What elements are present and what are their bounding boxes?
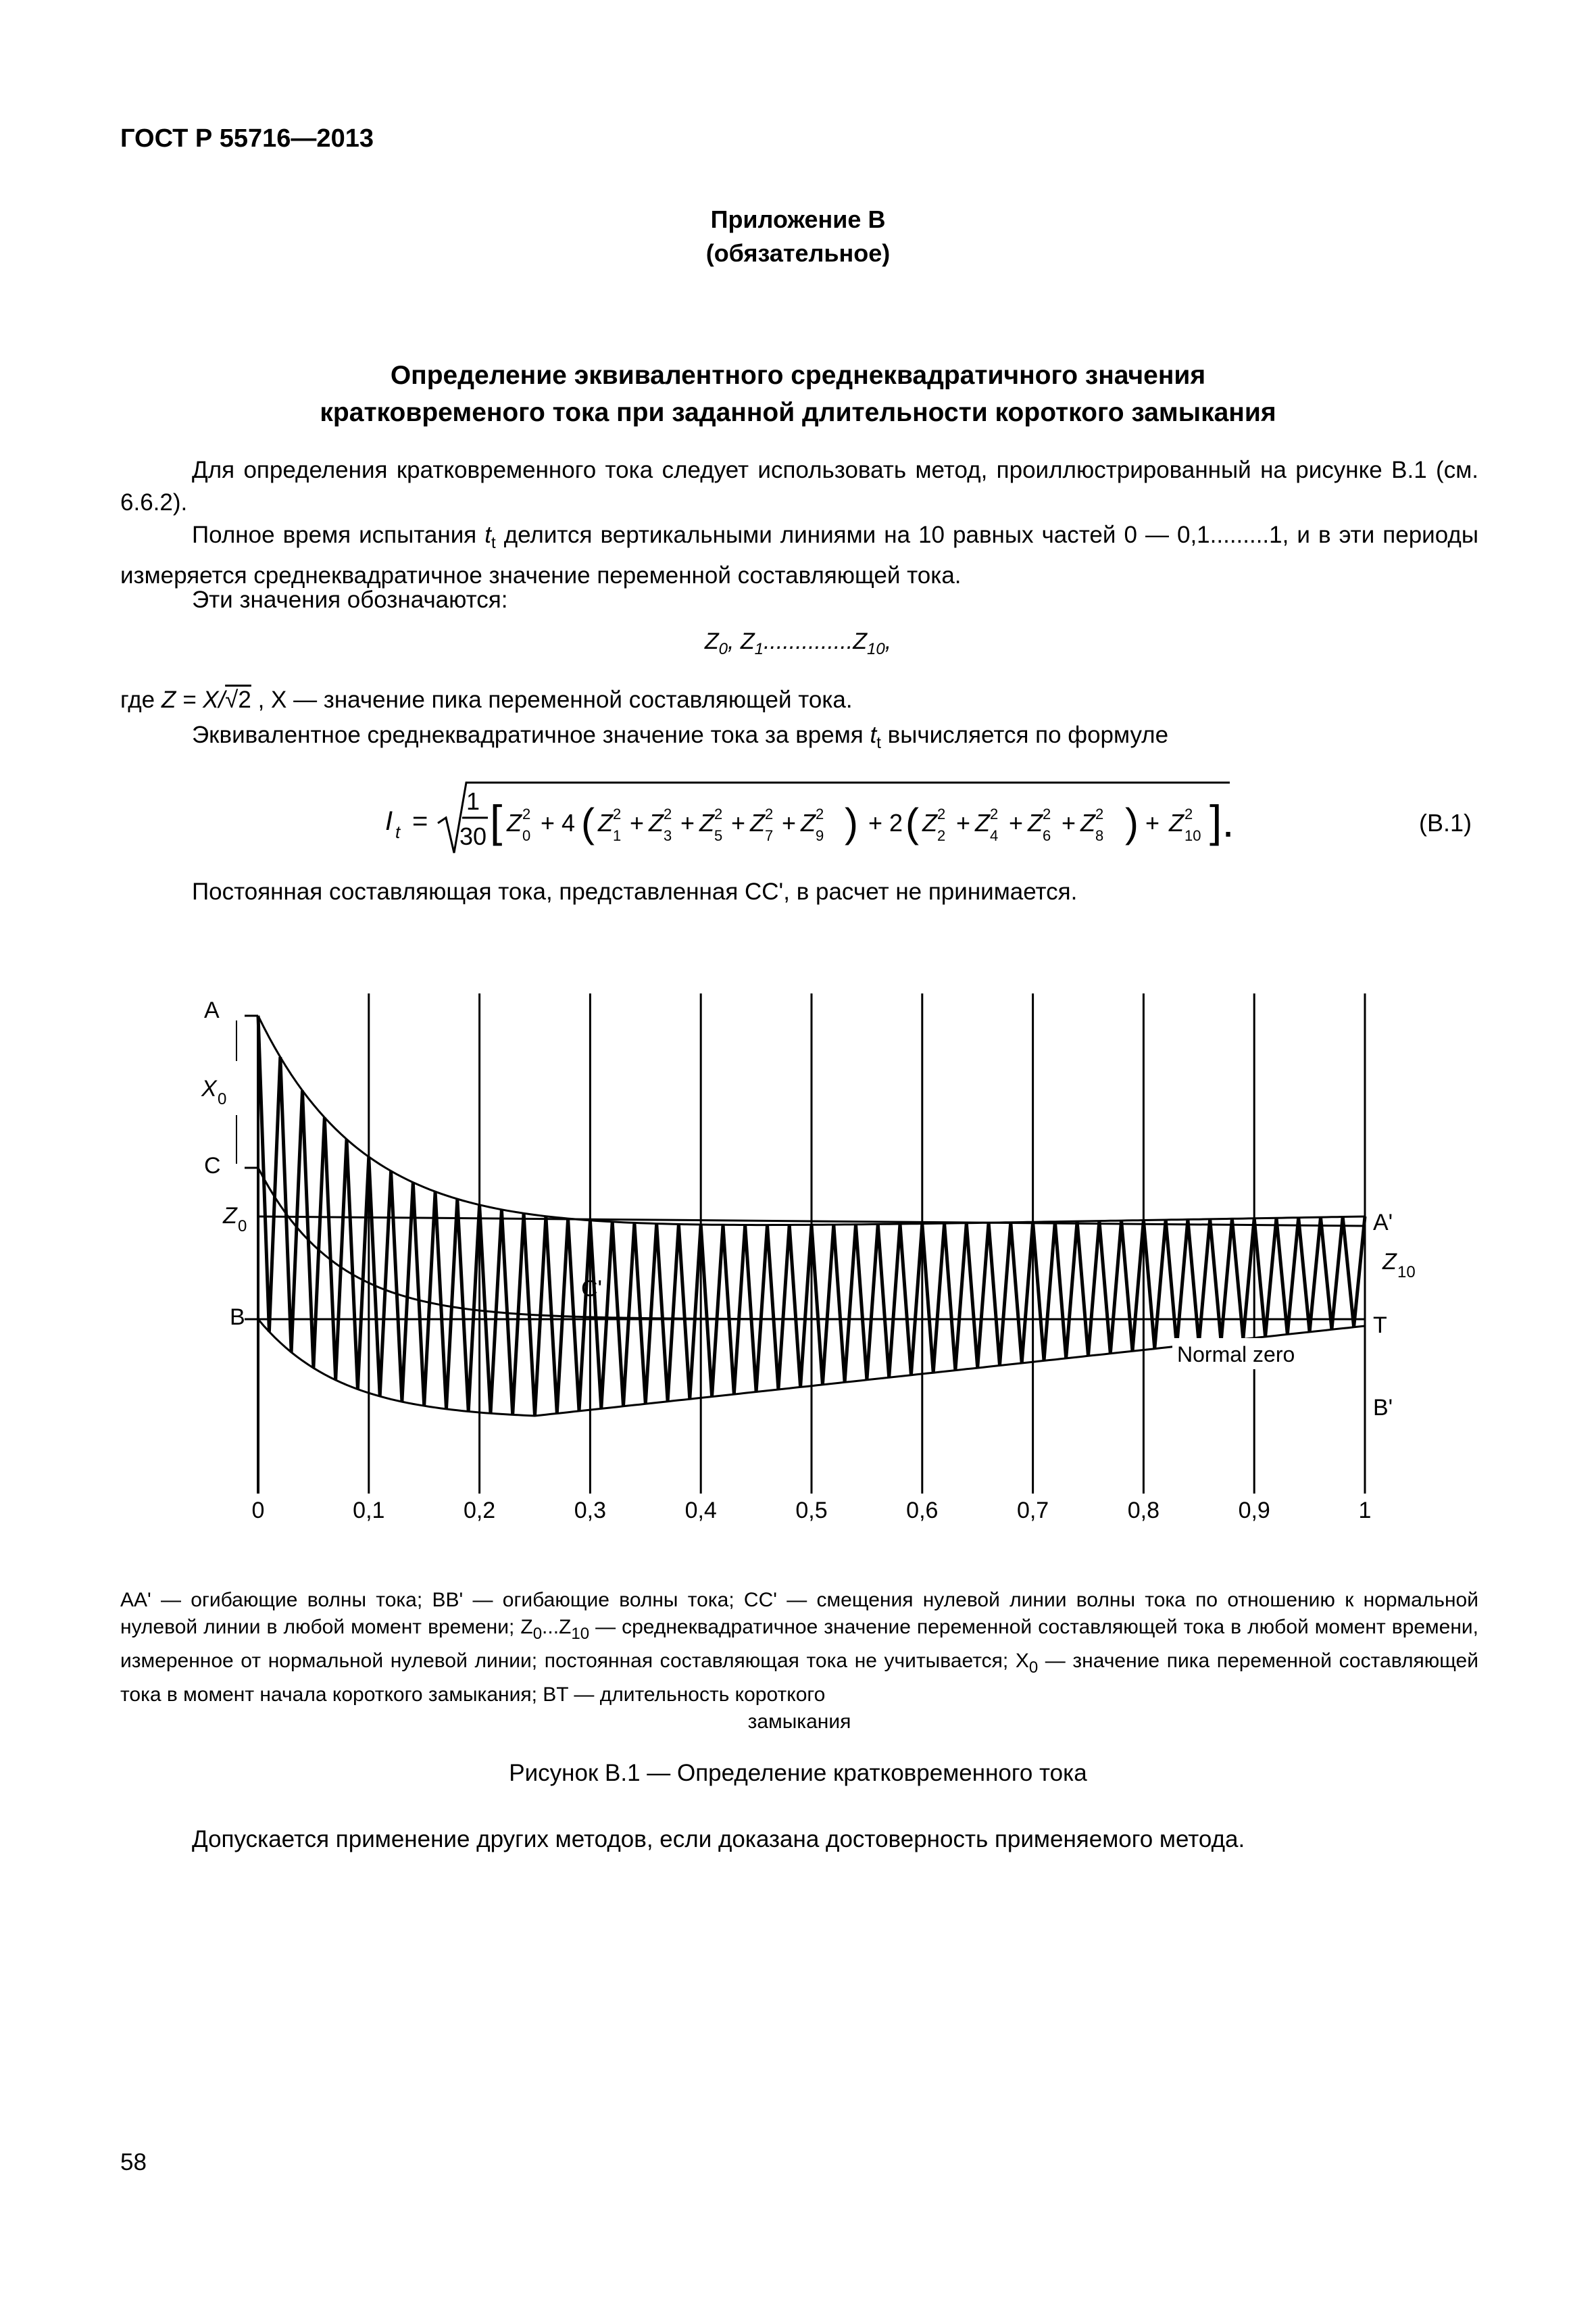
appendix-heading (0, 203, 1596, 270)
z-symbol: ..............Z (763, 629, 868, 654)
term-z0: Z (507, 809, 522, 837)
z-sub: 1 (754, 640, 764, 658)
paragraph-values-designation: Эти значения обозначаются: (192, 587, 508, 613)
appendix-status: (обязательное) (705, 239, 891, 267)
exp-2: 2 (937, 806, 946, 822)
even-term-sub: 2 (937, 827, 946, 844)
x-tick-label: 0,5 (795, 1498, 828, 1523)
even-term-z: Z (922, 809, 937, 837)
plus-four: + 4 (541, 809, 576, 837)
legend-text: — значение пика переменной составляющей тока в момент начала короткого замыкания; BT — длительность короткого (120, 1650, 1478, 1706)
label-a-prime: A' (1373, 1210, 1393, 1235)
formula-eq: = (412, 806, 428, 836)
even-term-z: Z (975, 809, 990, 837)
legend-text: — среднеквадратичное значение переменной составляющей тока в любой момент времени, измеренное от нормальной нулевой линии; постоянная составляющая тока не учитывается; X (120, 1616, 1478, 1672)
section-title-line2: кратковременого тока при заданной длительности короткого замыкания (320, 398, 1276, 427)
term-z10: Z (1169, 809, 1184, 837)
text-run: где (120, 687, 161, 713)
text-run: Полное время испытания (192, 522, 485, 548)
time-division-lines (369, 993, 1365, 1494)
exp-2: 2 (522, 806, 531, 822)
z-values-list (0, 629, 1596, 659)
punctuation: , (884, 629, 892, 654)
equation-z: Z = X/ (161, 687, 226, 713)
label-t: T (1373, 1312, 1387, 1338)
paragraph-where (120, 684, 1478, 716)
label-z10: Z (1382, 1249, 1397, 1275)
odd-term-z: Z (598, 809, 613, 837)
paragraph-test-time (120, 519, 1478, 592)
figure-caption: Рисунок В.1 — Определение кратковременного тока (509, 1760, 1087, 1786)
odd-term-sub: 5 (714, 827, 723, 844)
exp-2: 2 (765, 806, 774, 822)
paren-open: ( (581, 800, 595, 845)
paren-close-2: ) (1125, 800, 1139, 845)
frac-denominator: 30 (459, 822, 487, 850)
x-tick-label: 0,1 (353, 1498, 385, 1523)
var-t: t (484, 522, 491, 548)
formula-lhs: I (385, 806, 393, 836)
even-term-z: Z (1080, 809, 1095, 837)
x-tick-label: 0,8 (1127, 1498, 1160, 1523)
page-number: 58 (120, 2149, 147, 2175)
legend-text-last: замыкания (747, 1710, 851, 1733)
label-a: A (204, 998, 220, 1023)
x-tick-label: 0,7 (1016, 1498, 1049, 1523)
var-t-sub: t (876, 734, 881, 752)
legend-text: AA' — огибающие волны тока; BB' — огибающие волны тока; CC' — смещения нулевой линии волны тока по отношению к нормальной нулевой линии в любой момент времени; Z (120, 1589, 1478, 1638)
x-tick-label: 0,9 (1238, 1498, 1270, 1523)
exp-2: 2 (664, 806, 672, 822)
odd-term-z: Z (801, 809, 816, 837)
label-b: B (230, 1304, 245, 1330)
legend-sub: 0 (1028, 1658, 1039, 1677)
formula-number: (В.1) (1419, 809, 1472, 837)
formula-lhs-sub: t (395, 822, 401, 842)
figure-b1 (0, 973, 1596, 1541)
plus-sign: + (1062, 809, 1076, 837)
plus-two: + 2 (868, 809, 903, 837)
exp-2: 2 (1095, 806, 1104, 822)
z-symbol: Z (704, 629, 719, 654)
exp-2: 2 (816, 806, 824, 822)
label-b-prime: B' (1373, 1395, 1393, 1421)
frac-numerator: 1 (466, 787, 480, 815)
z-sub: 0 (718, 640, 728, 658)
plus-sign: + (731, 809, 746, 837)
paren-open-2: ( (905, 800, 919, 845)
exp-2: 2 (1184, 806, 1193, 822)
legend-text: ...Z (542, 1616, 572, 1638)
paragraph-equivalent (120, 719, 1478, 760)
x-tick-labels (252, 1498, 1372, 1523)
odd-term-z: Z (699, 809, 714, 837)
plus-sign: + (1145, 809, 1160, 837)
even-term-z: Z (1028, 809, 1043, 837)
x-tick-label: 0,3 (574, 1498, 607, 1523)
odd-term-sub: 3 (664, 827, 672, 844)
label-normal-zero: Normal zero (1177, 1342, 1295, 1367)
label-x0: X (201, 1076, 217, 1102)
plus-sign: + (782, 809, 797, 837)
legend-sub: 10 (571, 1625, 590, 1643)
sqrt-two: √2 (225, 687, 251, 713)
odd-term-sub: 7 (765, 827, 774, 844)
paragraph-other-methods: Допускается применение других методов, если доказана достоверность применяемого метода. (192, 1826, 1245, 1852)
odd-term-sub: 9 (816, 827, 824, 844)
formula-b1 (0, 770, 1596, 865)
label-x0-sub: 0 (218, 1090, 227, 1108)
term-z0-sub: 0 (522, 827, 531, 844)
odd-term-z: Z (649, 809, 664, 837)
paragraph-dc-component: Постоянная составляющая тока, представленная СС', в расчет не принимается. (192, 879, 1078, 905)
bracket-close: ]. (1210, 796, 1235, 846)
even-term-sub: 8 (1095, 827, 1104, 844)
figure-legend (120, 1587, 1478, 1736)
var-t-sub: t (491, 534, 496, 552)
odd-term-sub: 1 (613, 827, 622, 844)
text-run: вычисляется по формуле (880, 722, 1169, 748)
term-z10-sub: 10 (1184, 827, 1201, 844)
text-run: Эквивалентное среднеквадратичное значение тока за время (192, 722, 870, 748)
even-terms (922, 806, 1103, 844)
label-z0-sub: 0 (238, 1217, 247, 1235)
text-run: , X — значение пика переменной составляющей тока. (251, 687, 853, 713)
plus-sign: + (1009, 809, 1024, 837)
label-c: C (204, 1153, 221, 1179)
x-tick-label: 1 (1358, 1498, 1372, 1523)
odd-term-z: Z (750, 809, 765, 837)
legend-sub: 0 (532, 1625, 543, 1643)
label-z10-sub: 10 (1397, 1263, 1416, 1281)
plus-sign: + (630, 809, 645, 837)
x-tick-label: 0,4 (684, 1498, 717, 1523)
section-title (0, 357, 1596, 431)
z-sub: 10 (867, 640, 885, 658)
bracket-open: [ (490, 796, 503, 846)
var-t: t (870, 722, 877, 748)
text-run: делится вертикальными линиями на 10 равных частей 0 — 0,1.........1, и в эти периоды измеряется среднеквадратичное значение переменной составляющей тока. (120, 522, 1478, 589)
plus-sign: + (956, 809, 971, 837)
exp-2: 2 (1043, 806, 1051, 822)
x-tick-label: 0,6 (906, 1498, 939, 1523)
odd-terms (597, 806, 824, 844)
appendix-label: Приложение В (710, 205, 886, 233)
label-z0: Z (223, 1203, 237, 1229)
x-tick-label: 0 (251, 1498, 265, 1523)
paren-close: ) (845, 800, 858, 845)
x-tick-label: 0,2 (463, 1498, 496, 1523)
even-term-sub: 4 (990, 827, 999, 844)
plus-sign: + (680, 809, 695, 837)
section-title-line1: Определение эквивалентного среднеквадратичного значения (390, 361, 1206, 390)
exp-2: 2 (990, 806, 999, 822)
standard-code: ГОСТ Р 55716—2013 (120, 124, 374, 153)
z-symbol: , Z (727, 629, 755, 654)
paragraph-method: Для определения кратковременного тока следует использовать метод, проиллюстрированный на рисунке В.1 (см. 6.6.2). (120, 457, 1478, 516)
exp-2: 2 (613, 806, 622, 822)
even-term-sub: 6 (1043, 827, 1051, 844)
label-c-prime: C' (581, 1276, 603, 1302)
exp-2: 2 (714, 806, 723, 822)
